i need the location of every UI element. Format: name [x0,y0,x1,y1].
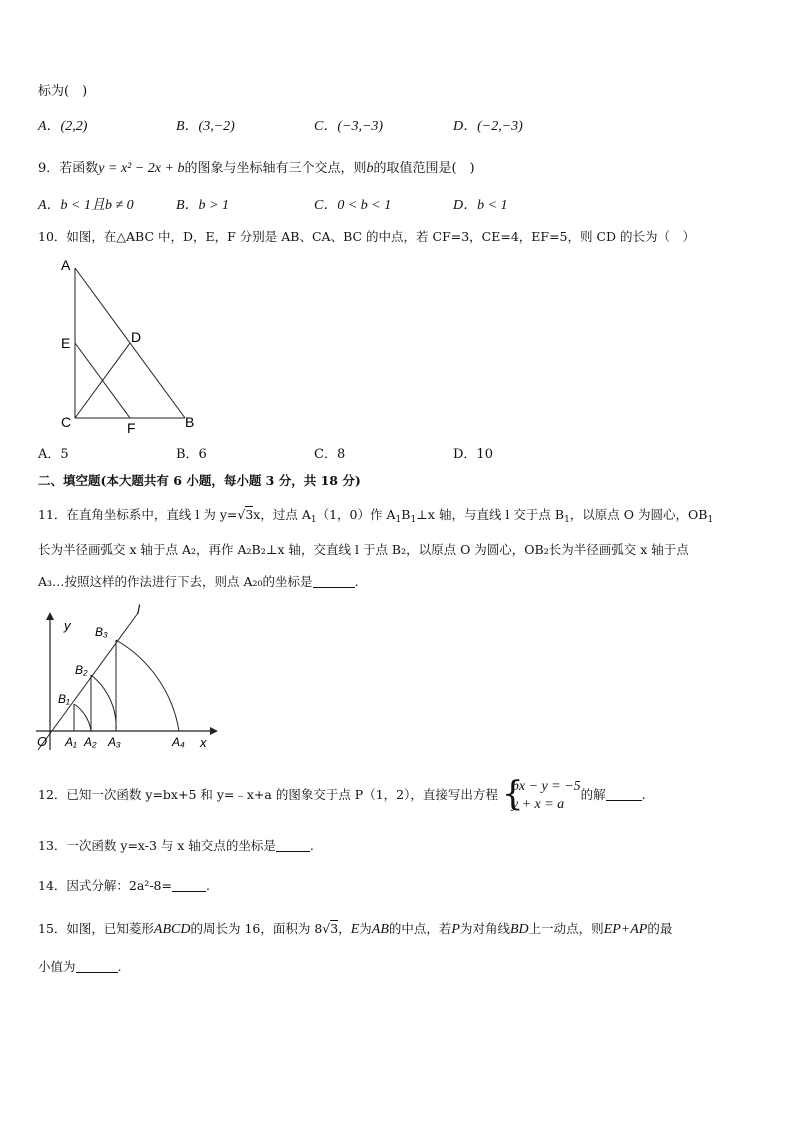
label-a4: A₄ [172,735,185,749]
arc-3 [116,640,179,731]
q8-option-b: B．(3,−2) [176,119,235,134]
q10-text: 10．如图，在△ABC 中，D，E，F 分别是 AB、CA、BC 的中点，若 CF=3，CE=4，EF=5，则 CD 的长为（ ） [38,229,696,244]
q10-triangle-figure [55,252,205,437]
q8-option-d: D．(−2,−3) [453,119,523,134]
q8-tail: 标为( ) [38,84,88,99]
q9-option-b: B．b > 1 [176,198,229,213]
label-d: D [131,329,142,345]
label-l: l [137,602,140,617]
q14-text: 14．因式分解：2a²-8= . [38,878,210,893]
line-l [38,613,138,750]
q12-answer-blank [606,788,642,801]
label-f: F [127,420,136,436]
label-e: E [61,335,71,351]
q8-option-c: C．(−3,−3) [314,119,384,134]
label-b3: B₃ [95,625,108,639]
q9-option-a: A．b < 1且b ≠ 0 [38,198,134,213]
q12-text: 12．已知一次函数 y=bx+5 和 y=﹣x+a 的图象交于点 P（1，2），直接写出方程 { bx − y = −5 y + x = a 的解 . [38,773,646,814]
label-a1: A₁ [65,735,77,749]
q9-option-c: C．0 < b < 1 [314,198,392,213]
y-arrow [46,612,54,620]
label-a3: A₃ [108,735,121,749]
q15-answer-blank [76,960,118,973]
q9-text: 9．若函数y = x² − 2x + b的图象与坐标轴有三个交点，则b的取值范围是( ) [38,161,475,176]
label-c: C [61,414,72,430]
label-o: O [37,734,48,749]
q13-text: 13．一次函数 y=x-3 与 x 轴交点的坐标是 . [38,838,314,853]
q11-line-1: 11．在直角坐标系中，直线 l 为 y=√3x，过点 $A_1(1$，0）作 $A_1B_1\perp x$ 轴，与直线 l 交于点 $B_1$，以原点 O 为圆心，$OB_1$ [38,507,714,525]
q11-line-2: 长为半径画弧交 x 轴于点 A₂，再作 A₂B₂⊥x 轴，交直线 l 于点 B₂，以原点 O 为圆心，OB₂长为半径画弧交 x 轴于点 [38,542,689,557]
label-a: A [61,257,71,273]
label-y: y [64,618,71,633]
q13-answer-blank [276,839,310,852]
q10-option-b: B．6 [176,447,207,462]
arc-2 [91,675,116,731]
q15-line-1: 15．如图，已知菱形ABCD的周长为 16，面积为 8√3，E为AB的中点，若P为对角线BD上一动点，则EP+AP的最 [38,921,673,937]
x-arrow [210,727,218,735]
q11-coordinate-figure [30,600,220,755]
arc-1 [74,704,91,731]
label-a2: A₂ [84,735,97,749]
q14-answer-blank [172,879,206,892]
q11-line-3: A₃…按照这样的作法进行下去，则点 A₂₀的坐标是 . [38,574,359,589]
label-x: x [200,735,207,750]
q10-option-c: C．8 [314,447,346,462]
q15-line-2: 小值为 . [38,959,122,974]
q8-option-a: A．(2,2) [38,119,88,134]
label-b2: B₂ [75,663,88,677]
q10-option-d: D．10 [453,447,493,462]
q10-option-a: A．5 [38,447,69,462]
section-2-heading: 二、填空题(本大题共有 6 小题，每小题 3 分，共 18 分) [38,473,361,488]
q9-option-d: D．b < 1 [453,198,508,213]
q11-answer-blank [313,575,355,588]
label-b: B [185,414,195,430]
label-b1: B₁ [58,692,70,706]
q12-equation-system: { bx − y = −5 y + x = a [501,773,581,814]
